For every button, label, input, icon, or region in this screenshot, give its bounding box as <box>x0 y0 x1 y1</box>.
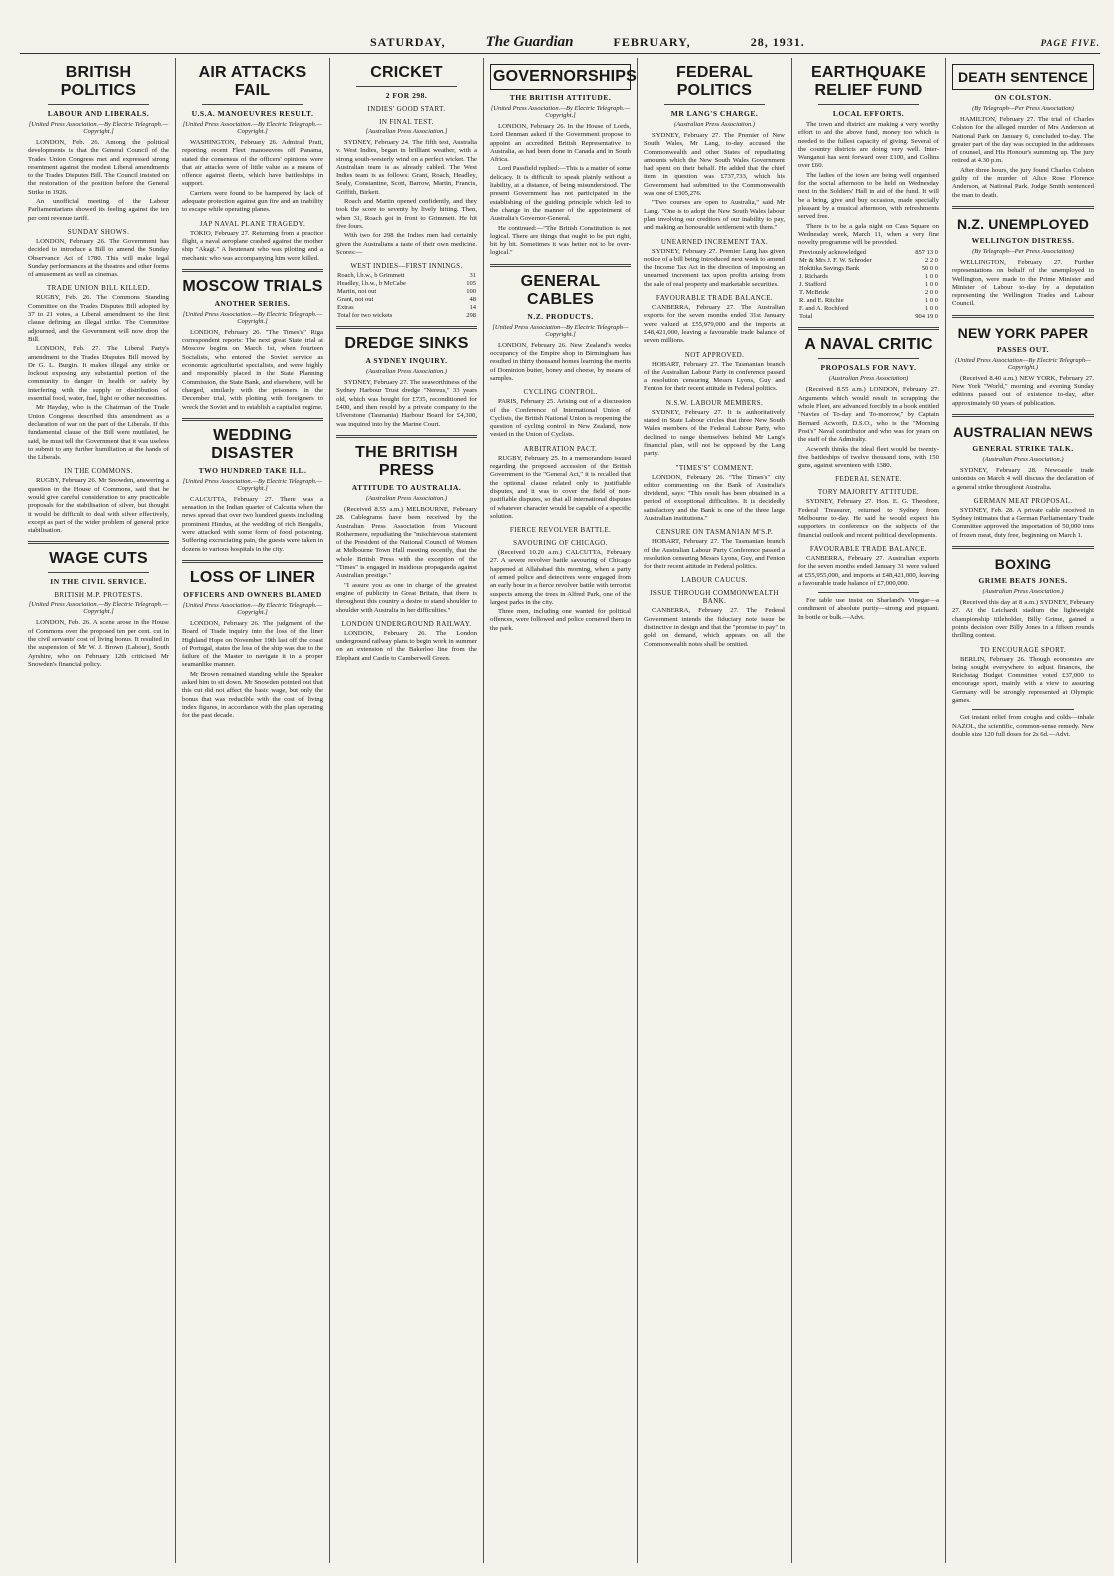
subheading: IN FINAL TEST. <box>379 118 434 126</box>
advert-text: Get instant relief from coughs and colds—inhale NAZOL, the scientific, common-sense remedy. New double size 120 full doses for 2s 6d.—Advt. <box>952 714 1094 738</box>
article-body <box>644 538 785 571</box>
paragraph: Lord Passfield replied:—This is a matter of some delicacy. It is difficult to speak plainly without a liability, at a distance, of being misunderstood. The present Government has not participated in the establishing of the guiding principle which led to the change in the manner of the appointment of Australia's Governor-General. <box>490 165 631 223</box>
paragraph: The ladies of the town are being well organised for the social afternoon to be held on Wednesday next in the Soldiers' Hall in aid of the fund. It will be a bring, give and buy occasion, made specially pleasant by a musical afternoon, with refreshments served free. <box>798 171 939 221</box>
story-federal-politics <box>644 64 785 649</box>
scorecard-row <box>336 288 477 296</box>
article-body <box>644 607 785 648</box>
divider <box>48 104 149 105</box>
subheading: TO ENCOURAGE SPORT. <box>979 645 1067 654</box>
subheading: SUNDAY SHOWS. <box>67 227 130 236</box>
deck: GRIME BEATS JONES. <box>978 576 1068 586</box>
headline: EARTHQUAKE RELIEF FUND <box>811 64 926 99</box>
paragraph: LONDON, February 26. "The Times's" city editor commenting on the Bank of Australia's dividend, says: "This result has been obtained in a period of exceptional difficulties. It is decidedly satisfactory and the Bank is one of the three large Australian institutions." <box>644 473 785 522</box>
article-body <box>490 123 631 258</box>
subscription-row <box>798 289 939 297</box>
story-naval-critic <box>798 336 939 622</box>
credit: (By Telegraph—Per Press Association) <box>972 247 1074 255</box>
batsman: Roach, l.b.w., b Grimmett <box>337 272 405 280</box>
headline: WAGE CUTS <box>49 550 148 568</box>
article-body <box>182 496 323 554</box>
headline: BRITISH POLITICS <box>60 64 137 99</box>
headline: CRICKET <box>370 64 443 81</box>
story-british-press <box>336 444 477 663</box>
article-body <box>644 304 785 345</box>
paragraph: Mr Hayday, who is the Chairman of the Trade Union Congress described this amendment as a declaration of war on the part of the Liberals. If this fundamental clause of the Bill were mutilated, he said, he must tell the Government that it was useless to submit to any further humiliation at the hands of the Liberals. <box>28 404 169 462</box>
story-new-york-paper <box>952 324 1094 408</box>
subheading: JAP NAVAL PLANE TRAGEDY. <box>199 219 306 228</box>
credit: (Australian Press Association.) <box>673 121 756 128</box>
deck: THE BRITISH ATTITUDE. <box>509 93 612 102</box>
donor: R. and E. Ritchie <box>799 297 844 305</box>
paragraph: CALCUTTA, February 27. There was a sensation in the Indian quarter of Calcutta when the news spread that over two hundred guests including prominent Hindus, at the wedding of rich Bengalis, were attacked with some form of food poisoning. Suffering excruciating pain, the guests were taken in dozens to various hospitals in the city. <box>182 495 323 553</box>
subheading: N.S.W. LABOUR MEMBERS. <box>665 398 764 407</box>
article-body <box>644 132 785 233</box>
divider <box>182 560 323 563</box>
paragraph: WELLINGTON, February 27. Further representations on behalf of the unemployed in Wellington, were made to the Prime Minister and Minister of Labour to-day by a deputation representing the Wellington Trades and Labour Council. <box>952 258 1094 308</box>
article-body <box>952 375 1094 408</box>
masthead-page-number: PAGE FIVE. <box>1040 37 1100 48</box>
total-amount: 904 19 0 <box>915 313 938 321</box>
donor: F. and A. Rochford <box>799 305 849 313</box>
article-body <box>798 121 939 247</box>
subheading: LABOUR CAUCUS. <box>681 576 748 585</box>
article-body <box>952 116 1094 200</box>
column-4 <box>484 58 638 1563</box>
amount: 1 0 0 <box>925 281 938 289</box>
paragraph: There is to be a gala night on Cass Square on Wednesday week, March 11, when a very fine novelty programme will be provided. <box>798 222 939 247</box>
donor: J. Richards <box>799 273 828 281</box>
paragraph: WASHINGTON, February 26. Admiral Pratt, reporting recent Fleet manoeuvres off Panama, stated the consensus of the officers' opinions were that air attacks were of little value as a means of offence against fleets, which have battleships in support. <box>182 139 323 188</box>
divider <box>818 592 919 593</box>
divider <box>336 435 477 438</box>
subheading: TRADE UNION BILL KILLED. <box>46 284 151 293</box>
advertisement <box>798 597 939 622</box>
article-body <box>798 386 939 470</box>
paragraph: SYDNEY, February 27. The seaworthiness of the Sydney Harbour Trust dredge "Nereus," 33 years old, which was bought for £735, reconditioned for £400, and then resold by a private company to the Ulverstone (Tasmania) Harbour Board for £4,300, was inquired into by the Marine Court. <box>336 379 477 428</box>
divider <box>182 269 323 272</box>
subheading: CENSURE ON TASMANIAN M'S.P. <box>655 528 774 537</box>
masthead-date: 28, 1931. <box>750 35 805 49</box>
subscription-row <box>798 281 939 289</box>
paragraph: RUGBY, February 25. In a memorandum issued regarding the proposed accession of the British Government to the "General Act," it is recalled that the optional clause related only to justifiable disputes, and it was to cover the field of non-justifiable disputes, so that all international disputes of whatever character would be capable of a specific solution. <box>490 454 631 520</box>
paragraph: LONDON, February 26. The judgment of the Board of Trade inquiry into the loss of the liner Highland Hope on November 19th last off the coast of Portugal, states the loss of the ship was due to the failure of the Master to navigate it in a proper seamanlike manner. <box>182 619 323 669</box>
divider <box>336 326 477 329</box>
masthead <box>20 32 1100 54</box>
divider <box>48 572 149 573</box>
article-body <box>798 555 939 588</box>
subheading: IN THE COMMONS. <box>64 467 133 476</box>
deck: PROPOSALS FOR NAVY. <box>820 363 917 373</box>
subheading: SAVOURING OF CHICAGO. <box>513 539 608 548</box>
divider <box>818 104 919 105</box>
credit: (Australian Press Association.) <box>982 588 1064 596</box>
subheading: BRITISH M.P. PROTESTS. <box>54 591 143 600</box>
column-3 <box>330 58 484 1563</box>
story-governorships <box>490 64 637 258</box>
deck: LABOUR AND LIBERALS. <box>47 109 150 118</box>
subscription-row <box>798 249 939 257</box>
article-body <box>28 139 169 223</box>
headline: FEDERAL POLITICS <box>676 64 753 99</box>
credit: (Australian Press Association.) <box>365 494 448 502</box>
deck: 2 FOR 298. <box>385 91 428 100</box>
subheading: INDIES' GOOD START. <box>367 105 446 113</box>
paragraph: SYDNEY, February 28. Newcastle trade unionists on March 4 will discuss the declaration of a general strike throughout Australia. <box>952 466 1094 491</box>
subheading: "TIMES'S" COMMENT. <box>675 463 754 472</box>
subscription-row <box>798 297 939 305</box>
story-boxing <box>952 555 1094 739</box>
article-body <box>336 379 477 429</box>
deck: MR LANG'S CHARGE. <box>670 109 759 118</box>
scorecard-title: WEST INDIES—FIRST INNINGS. <box>350 262 463 271</box>
paragraph: HOBART, February 27. The Tasmanian branch of the Australian Labour Party Conference passed a resolution censuring Messrs Lyons, Guy, and Fenton for their recent attitude in Federal politics. <box>644 538 785 571</box>
total-runs: 298 <box>466 312 476 320</box>
article-body <box>336 630 477 663</box>
paragraph: HAMILTON, February 27. The trial of Charles Colston for the alleged murder of Mrs Anderson at National Park on January 6, concluded to-day. The greater part of the day was occupied in the addresses of counsel, and His Honour's summing up. The jury retired at 4.30 p.m. <box>952 116 1094 165</box>
total-label: Total for two wickets <box>337 312 393 320</box>
headline: MOSCOW TRIALS <box>182 277 323 295</box>
story-earthquake-relief <box>798 64 939 321</box>
paragraph: SYDNEY, February 27. Premier Lang has given notice of a bill being introduced next week to amend the Income Tax Act in the direction of imposing an unearned increment tax upon profits arising from the sale of real property and marketable securities. <box>644 247 785 288</box>
paragraph: (Received 8.55 a.m.) MELBOURNE, February 28. Cablegrams have been received by the Australian Press Association from Viscount Rothermere, repudiating the "mischievous statement of the President of the National Council of Women at Melbourne Town Hall meeting recently, that the whole British Press with the exception of the "Times" is engaged in insidious propaganda against Australian prestige." <box>336 505 477 580</box>
divider <box>182 418 323 421</box>
subheading: GERMAN MEAT PROPOSAL. <box>973 496 1073 505</box>
article-body <box>28 619 169 669</box>
headline: DREDGE SINKS <box>344 335 469 353</box>
subheading: FAVOURABLE TRADE BALANCE. <box>809 544 928 553</box>
divider <box>798 327 939 330</box>
divider <box>952 315 1094 318</box>
paragraph: SYDNEY, February 27. It is authoritatively stated in State Labour circles that three New South Wales members of the Federal Labour Party, who declined to range themselves behind Mr Lang's financial plan, will not be opposed by the Lang party. <box>644 408 785 458</box>
advertisement <box>952 714 1094 739</box>
deck: WELLINGTON DISTRESS. <box>971 235 1075 245</box>
headline: AUSTRALIAN NEWS <box>953 423 1093 440</box>
subheading: ISSUE THROUGH COMMONWEALTH BANK. <box>650 589 779 606</box>
deck: ON COLSTON. <box>994 93 1052 102</box>
batsman: Extras <box>337 304 354 312</box>
headline: LOSS OF LINER <box>189 568 316 586</box>
article-body <box>490 398 631 439</box>
divider <box>952 546 1094 549</box>
divider <box>952 414 1094 417</box>
scorecard-row <box>336 304 477 312</box>
donor: T. McBride <box>799 289 829 297</box>
amount: 1 0 0 <box>925 305 938 313</box>
divider <box>818 358 919 359</box>
story-moscow-trials <box>182 278 323 412</box>
paragraph: Three men, including one wanted for political offences, were followed and police cornered them in the park. <box>490 608 631 632</box>
paragraph: An unofficial meeting of the Labour Parliamentarians showed its feeling against the ten per cent revenue tariff. <box>28 198 169 222</box>
story-dredge-sinks <box>336 335 477 429</box>
deck: IN THE CIVIL SERVICE. <box>50 577 147 587</box>
subheading: FEDERAL SENATE. <box>835 475 902 484</box>
story-loss-of-liner <box>182 569 323 721</box>
headline: THE BRITISH PRESS <box>355 443 458 479</box>
credit: [United Press Association.—By Electric Telegraph.—Copyright.] <box>182 477 323 492</box>
story-nz-unemployed <box>952 215 1094 309</box>
article-body <box>644 409 785 459</box>
article-body <box>644 474 785 524</box>
donor: Previously acknowledged <box>799 249 866 257</box>
paragraph: CANBERRA, February 27. The Federal Government intends the fiduciary note issue be distinctive in design and that the "promise to pay" in gold on demand, which appears on all the Commonwealth notes shall be omitted. <box>644 607 785 648</box>
paragraph: TOKIO, February 27. Returning from a practice flight, a naval aeroplane crashed against the mother ship "Akagi." A lieutenant who was piloting and a mechanic who was accompanying him were killed. <box>182 229 323 262</box>
story-wage-cuts <box>28 550 169 669</box>
amount: 50 0 0 <box>921 265 938 273</box>
headline: GOVERNORSHIPS <box>490 64 631 90</box>
paragraph: HOBART, February 27. The Tasmanian branch of the Australian Labour Party in conference passed a resolution censuring Messrs Lyons, Guy and Fenton for their recent attitude in Federal politics. <box>644 360 785 393</box>
paragraph: The town and district are making a very worthy effort to aid the above fund, money too which is needed to the fullest capacity of giving. Several of the country districts are doing very well. Inter-Wanganui has sent forward over £100, and Collins over £60. <box>798 121 939 170</box>
article-body <box>28 294 169 462</box>
batsman: Martin, not out <box>337 288 377 296</box>
article-body <box>182 139 323 215</box>
headline: NEW YORK PAPER <box>957 324 1089 341</box>
article-body <box>182 329 323 412</box>
credit: [United Press Association.—By Electric Telegraph.—Copyright.] <box>182 601 323 616</box>
paragraph: (Received this day at 8 a.m.) SYDNEY, February 27. At the Leichardt stadium the lightweight championship titleholder, Billy Grime, gained a points decision over Billy Jones in a fifteen rounds thrilling contest. <box>952 599 1094 640</box>
paragraph: (Received 10.20 a.m.) CALCUTTA, February 27. A severe revolver battle savouring of Chicago happened at Allahabad this morning, when a party of armed police and detectives were engaged from an early hour in a fierce revolver battle with terrorist suspects among the trees in Alfred Park, one of the largest parks in the city. <box>490 549 631 606</box>
paragraph: LONDON, Feb. 27. The Liberal Party's amendment to the Trades Disputes Bill moved by Dr G. L. Burgin. It makes illegal any strike or lockout exposing any substantial portion of the community to danger in health or safety by interfering with the supply or distribution of essential food, water, fuel, light or other necessities. <box>28 345 169 403</box>
deck: A SYDNEY INQUIRY. <box>365 356 448 366</box>
donor: Hokitika Savings Bank <box>799 265 860 273</box>
masthead-paper-name: The Guardian <box>485 34 574 50</box>
story-british-politics <box>28 64 169 535</box>
credit: (Australian Press Association.) <box>982 455 1064 463</box>
subscription-row <box>798 305 939 313</box>
article-body <box>28 477 169 535</box>
runs: 100 <box>466 288 476 296</box>
paragraph: LONDON, February 26. New Zealand's weeks occupancy of the Empire shop in Birmingham has resulted in thirty thousand homes learning the merits of Dominion butter, honey and cheese, by means of samples. <box>490 341 631 382</box>
subscription-row <box>798 273 939 281</box>
paragraph: SYDNEY, Feb. 28. A private cable received in Sydney intimates that a German Parliamentary Trade Committee approved the importation of 50,000 tons of frozen meat, duty free, beginning on March 1. <box>952 506 1094 539</box>
paragraph: LONDON, February 26. "The Times's" Riga correspondent reports: The next great State trial at Moscow begins on March 1st, when fourteen Socialists, who entered the Soviet service as economic agriculturist specialists, and were highly and responsibly placed in the State Planning Commission, the State Bank, and elsewhere, will be charged, similarly with the prisoners in the December trial, with plotting with foreigners to wreck the Soviet and to establish a capitalist regime. <box>182 328 323 411</box>
article-body <box>490 455 631 521</box>
credit: [Australian Press Association.] <box>365 128 448 135</box>
story-cricket <box>336 64 477 320</box>
paragraph: Carriers were found to be hampered by lack of adequate protection against gun fire and an inability to escape while operating planes. <box>182 189 323 214</box>
headline: A NAVAL CRITIC <box>804 336 933 354</box>
story-wedding-disaster <box>182 427 323 554</box>
batsman: Headley, l.b.w., b McCabe <box>337 280 406 288</box>
article-body <box>336 506 477 615</box>
article-body <box>336 139 477 257</box>
scorecard-total <box>336 312 477 320</box>
credit: (United Press Association—By Electric Telegraph—Copyright.) <box>955 356 1091 371</box>
column-1 <box>22 58 176 1563</box>
paragraph: Roach and Martin opened confidently, and they took the score to seventy by lively hitting. Then, when 31, Roach got in front to Grimmett. He hit five fours. <box>336 198 477 230</box>
credit: [United Press Association.—By Electric Telegraph.—Copyright.] <box>182 310 323 325</box>
article-body <box>490 549 631 633</box>
article-body <box>952 599 1094 640</box>
paragraph: "Two courses are open to Australia," said Mr Lang. "One is to adopt the New South Wales labour plan involving our creditors of our inability to pay, and making an honourable settlement with them." <box>644 199 785 232</box>
paragraph: PARIS, February 25. Arising out of a discussion of the Conference of International Union of Cyclists, the British National Union is reopening the question of cycling control in New Zealand, now vested in the Union of Cyclists. <box>490 398 631 439</box>
paragraph: RUGBY, February 26. Mr Snowden, answering a question in the House of Commons, said that he would give careful consideration to any practicable proposals for the stabilisation of silver, but thought it would be difficult to deal with silver effectively, except as part of the wider problem of general price stabilisation. <box>28 477 169 535</box>
paragraph: (Received 8.40 a.m.) NEW YORK, February 27. New York "World," morning and evening Sunday editions passed out of existence to-day, after approximately 60 years of publication. <box>952 374 1094 407</box>
article-body <box>644 248 785 289</box>
scorecard-row <box>336 272 477 280</box>
deck: N.Z. PRODUCTS. <box>527 311 594 321</box>
credit: [United Press Association.—By Electric Telegraph.—Copyright.] <box>182 121 323 135</box>
subheading: NOT APPROVED. <box>684 350 745 359</box>
paragraph: LONDON, February 26. The London underground railway plans to begin work in summer on an extension of the Bakerloo line from the Elephant and Castle to Camberwell Green. <box>336 629 477 662</box>
runs: 14 <box>469 304 476 312</box>
paragraph: He continued:—"The British Constitution is not logical. There are things that ought to be put right, bit by bit. Sometimes it was better not to be over-logical." <box>490 224 631 257</box>
story-air-attacks-fail <box>182 64 323 263</box>
subheading: LONDON UNDERGROUND RAILWAY. <box>341 619 472 628</box>
donor: Mr & Mrs J. F. W. Schroder <box>799 257 872 265</box>
amount: 1 0 0 <box>925 273 938 281</box>
article-body <box>182 620 323 721</box>
subscription-row <box>798 257 939 265</box>
deck: U.S.A. MANOEUVRES RESULT. <box>191 109 314 118</box>
deck: GENERAL STRIKE TALK. <box>972 443 1074 453</box>
credit: (By Telegraph—Per Press Association) <box>972 105 1074 112</box>
credit: (Australian Press Association.) <box>365 368 448 376</box>
headline: BOXING <box>994 556 1052 573</box>
paragraph: With two for 298 the Indies men had certainly given the Australians a taste of their own medicine. Scores:— <box>336 232 477 256</box>
paragraph: LONDON, February 26. The Government has decided to introduce a Bill to amend the Sunday Observance Act of 1780. This will make legal Sunday performances at the theatres and other forms of amusement as well as cinemas. <box>28 237 169 279</box>
credit: [United Press Association.—By Electric Telegraph.—Copyright.] <box>490 105 631 119</box>
deck: ANOTHER SERIES. <box>214 298 291 308</box>
article-body <box>952 259 1094 309</box>
paragraph: SYDNEY, February 27. The Premier of New South Wales, Mr Lang, to-day accused the Commonwealth and other States of repudiating amounts which the New South Wales Government had spent on their behalf. He added that the chief item in question was £737,733, which his Government had submitted to the Commonwealth was one of £305,276. <box>644 132 785 198</box>
paragraph: LONDON, Feb. 26. Among the political developments is that the General Council of the Trades Union Congress met and expressed strong resentment against the modest Liberal amendments to the Trades Disputes Bill. The Council insisted on the restoration of the position before the General Strike in 1926. <box>28 139 169 196</box>
headline: GENERAL CABLES <box>520 272 601 308</box>
donor: J. Stafford <box>799 281 826 289</box>
amount: 2 2 0 <box>925 257 938 265</box>
subscription-list <box>798 249 939 321</box>
batsman: Grant, not out <box>337 296 374 304</box>
article-body <box>798 498 939 539</box>
deck: PASSES OUT. <box>997 344 1049 354</box>
divider <box>356 86 457 87</box>
story-death-sentence <box>952 64 1094 200</box>
article-body <box>952 656 1094 706</box>
credit: (Australian Press Association) <box>828 375 909 383</box>
paragraph: RUGBY, Feb. 26. The Commons Standing Committee on the Trades Disputes Bill adopted by 37 to 21 votes, a Liberal amendment to the first clause defining an illegal strike. The Committee adjourned, and the Government will now drop the Bill. <box>28 294 169 343</box>
masthead-day: SATURDAY, <box>370 35 446 49</box>
divider <box>664 104 765 105</box>
divider <box>28 541 169 544</box>
amount: 857 13 0 <box>915 249 938 257</box>
story-general-cables <box>490 273 631 633</box>
subheading: UNEARNED INCREMENT TAX. <box>660 237 769 246</box>
paragraph: BERLIN, February 26. Though economies are being sought everywhere to adjust finances, the Reichstag Budget Committee voted £37,000 to encourage sport, mainly with a view to assuring Germany will be strongly represented at Olympic games. <box>952 655 1094 704</box>
column-7 <box>946 58 1100 1563</box>
paragraph: LONDON, February 26. In the House of Lords, Lord Denman asked if the Government propose to appoint an accredited British Representative to Australia, as had been done in Canada and in South Africa. <box>490 123 631 164</box>
total-label: Total <box>799 313 813 321</box>
credit: [United Press Association.—By Electric Telegraph.—Copyright.] <box>28 601 169 616</box>
headline: N.Z. UNEMPLOYED <box>956 215 1090 232</box>
divider <box>490 264 631 267</box>
paragraph: "I assure you as one in charge of the greatest engine of publicity in Great Britain, that there is throughout this country a desire to stand shoulder to shoulder with Australia in her difficulties." <box>336 581 477 614</box>
runs: 105 <box>466 280 476 288</box>
advert-text: For table use insist on Sharland's Vinegar—a condiment of absolute purity—strong and piquant. In bottle or bulk.—Advt. <box>798 597 939 621</box>
headline: AIR ATTACKS FAIL <box>198 64 307 99</box>
column-5 <box>638 58 792 1563</box>
deck: ATTITUDE TO AUSTRALIA. <box>351 482 462 492</box>
newspaper-columns <box>22 58 1100 1563</box>
story-australian-news <box>952 423 1094 540</box>
paragraph: Acworth thinks the ideal fleet would be twenty-five battleships of twelve thousand tons, with 150 guns, against seventeen with 1380. <box>798 445 939 470</box>
headline: WEDDING DISASTER <box>211 426 294 462</box>
scorecard-table <box>336 272 477 320</box>
column-6 <box>792 58 946 1563</box>
paragraph: After three hours, the jury found Charles Colston guilty of the murder of Alice Rose Florence Anderson, at National Park. Judge Smith sentenced the man to death. <box>952 166 1094 199</box>
scorecard-row <box>336 280 477 288</box>
deck: OFFICERS AND OWNERS BLAMED <box>183 589 322 599</box>
amount: 2 0 0 <box>925 289 938 297</box>
article-body <box>28 238 169 279</box>
subheading: CYCLING CONTROL. <box>523 388 598 397</box>
deck: TWO HUNDRED TAKE ILL. <box>198 465 307 475</box>
divider <box>952 206 1094 209</box>
runs: 31 <box>469 272 476 280</box>
subscription-total <box>798 313 939 321</box>
paragraph: CANBERRA, February 27. The Australian exports for the seven months ended 31st January were valued at £55,979,000 and the imports at £48,421,000, leaving a favourable trade balance of seven millions. <box>644 304 785 345</box>
subheading: FIERCE REVOLVER BATTLE. <box>509 526 612 535</box>
paragraph: (Received 8.55 a.m.) LONDON, February 27. Arguments which would result in scrapping the whole Fleet, are advanced forcibly in a book entitled "Navies of To-day and To-morrow," by Captain Bernard Acworth, D.S.O., who is the "Morning Post's" Naval contributor and who was for years on the staff of the Admiralty. <box>798 386 939 444</box>
subheading: FAVOURABLE TRADE BALANCE. <box>655 294 774 303</box>
article-body <box>490 342 631 383</box>
column-2 <box>176 58 330 1563</box>
credit: [United Press Association.—By Electric Telegraph.—Copyright.] <box>28 121 169 135</box>
article-body <box>182 230 323 263</box>
article-body <box>644 361 785 394</box>
runs: 48 <box>469 296 476 304</box>
headline: DEATH SENTENCE <box>952 64 1094 90</box>
article-body <box>952 507 1094 540</box>
amount: 1 0 0 <box>925 297 938 305</box>
article-body <box>952 467 1094 492</box>
credit: [United Press Association—By Electric Telegraph—Copyright.] <box>492 323 629 338</box>
paragraph: SYDNEY, February 27. Hon. E. G. Theodore, Federal Treasurer, returned to Sydney from Melbourne to-day. He said he would expect his supporters in conference on the subjects of the financial outlook and recent political developments. <box>798 498 939 539</box>
scorecard-row <box>336 296 477 304</box>
subheading: ARBITRATION PACT. <box>523 444 598 453</box>
subscription-row <box>798 265 939 273</box>
subheading: TORY MAJORITY ATTITUDE. <box>817 488 920 497</box>
paragraph: LONDON, Feb. 26. A scene arose in the House of Commons over the proposed ten per cent. cut in the civil servants' cost of living bonus. It resulted in the suspension of Mr W. J. Brown (Labour), South Ayrshire, who on February 12th criticised Mr Snowden's financial policy. <box>28 619 169 668</box>
masthead-month: FEBRUARY, <box>613 35 691 49</box>
divider <box>202 104 303 105</box>
paragraph: CANBERRA, February 27. Australian exports for the seven months ended January 31 were valued at £55,955,000, and imports at £48,421,000, leaving a favourable trade balance of £7,000,000. <box>798 554 939 587</box>
deck: LOCAL EFFORTS. <box>832 109 905 118</box>
paragraph: Mr Brown remained standing while the Speaker asked him to sit down. Mr Snowden pointed out that this cut did not affect the basic wage, but only the bonus that was reducible with the cost of living index figures, in accordance with the plan operating for the past decade. <box>182 670 323 720</box>
divider <box>972 709 1074 710</box>
paragraph: SYDNEY, February 24. The fifth test, Australia v. West Indies, began in brilliant weather, with a strong south-westerly wind on a perfect wicket. The Australian team is as already cabled. The West Indies team is as follows: Grant, Roach, Headley, Sealy, Constantine, Scott, Barrow, Martin, Francis, Griffith, Birkett. <box>336 139 477 196</box>
